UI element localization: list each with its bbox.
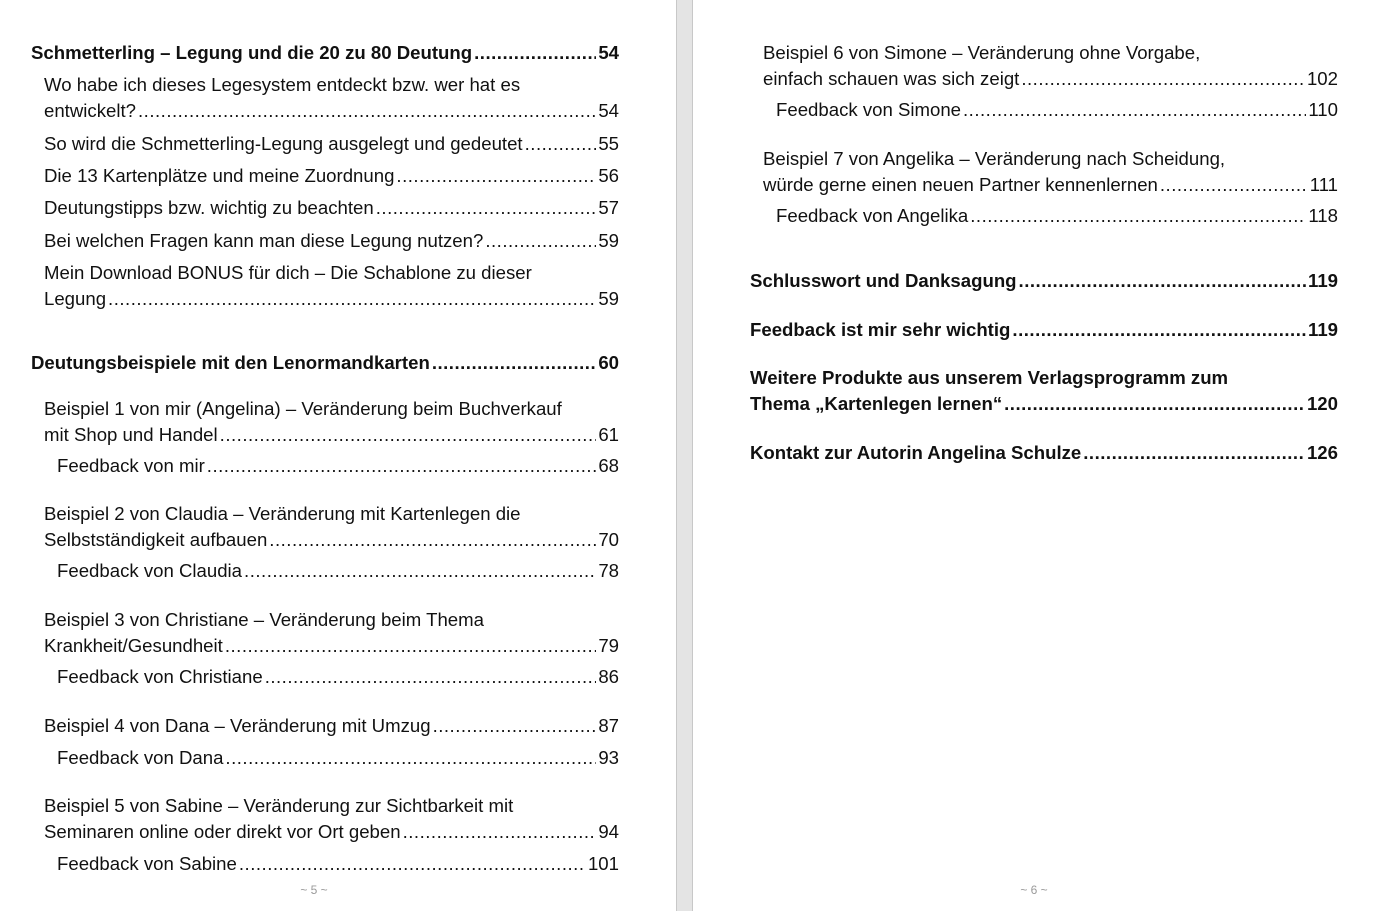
toc-entry-beispiel-5[interactable] xyxy=(44,793,619,845)
toc-heading-schlusswort[interactable] xyxy=(750,268,1338,294)
toc-page-number: 55 xyxy=(598,133,619,154)
toc-entry-auslegen[interactable] xyxy=(44,131,619,157)
toc-page-number: 78 xyxy=(598,560,619,581)
toc-entry-title-line2: Selbstständigkeit aufbauen xyxy=(44,529,268,550)
toc-page-number: 93 xyxy=(598,747,619,768)
toc-entry-feedback-angelika[interactable] xyxy=(776,203,1338,229)
toc-leader-dots xyxy=(1021,66,1305,92)
toc-entry-title-line1: Beispiel 5 von Sabine – Veränderung zur Sichtbarkeit mit xyxy=(44,795,514,816)
toc-page-number: 79 xyxy=(598,635,619,656)
toc-entry-kartenplaetze[interactable] xyxy=(44,163,619,189)
toc-leader-dots xyxy=(970,203,1306,229)
toc-entry-feedback-sabine[interactable] xyxy=(57,851,619,877)
page-number-footer: ~ 5 ~ xyxy=(300,883,328,897)
toc-page-number: 110 xyxy=(1308,99,1338,120)
toc-leader-dots xyxy=(239,851,586,877)
toc-entry-title-line2: Krankheit/Gesundheit xyxy=(44,635,223,656)
page-gutter xyxy=(676,0,693,911)
toc-entry-title-line2: Thema „Kartenlegen lernen“ xyxy=(750,393,1003,414)
toc-page-number: 126 xyxy=(1306,442,1338,463)
toc-leader-dots xyxy=(1012,317,1306,343)
toc-entry-legesystem[interactable] xyxy=(44,72,619,124)
toc-page-number: 120 xyxy=(1306,393,1338,414)
toc-entry-beispiel-2[interactable] xyxy=(44,501,619,553)
toc-page-number: 87 xyxy=(598,715,619,736)
toc-entry-title: Bei welchen Fragen kann man diese Legung nutzen? xyxy=(44,230,484,251)
toc-entry-feedback-dana[interactable] xyxy=(57,745,619,771)
toc-heading-kontakt[interactable] xyxy=(750,440,1338,466)
toc-entry-title-line2: Legung xyxy=(44,288,107,309)
toc-entry-feedback-claudia[interactable] xyxy=(57,558,619,584)
toc-entry-beispiel-4[interactable] xyxy=(44,713,619,739)
toc-entry-title: Die 13 Kartenplätze und meine Zuordnung xyxy=(44,165,395,186)
toc-entry-beispiel-6[interactable] xyxy=(763,40,1338,92)
toc-entry-title: Feedback von Claudia xyxy=(57,560,243,581)
toc-entry-beispiel-3[interactable] xyxy=(44,607,619,659)
toc-page-number: 56 xyxy=(598,165,619,186)
toc-leader-dots xyxy=(1019,268,1306,294)
toc-page-number: 102 xyxy=(1306,68,1338,89)
toc-entry-title-line1: Beispiel 3 von Christiane – Veränderung beim Thema xyxy=(44,609,484,630)
toc-page-number: 86 xyxy=(598,666,619,687)
toc-entry-title-line2: Seminaren online oder direkt vor Ort geben xyxy=(44,821,401,842)
toc-entry-title-line2: mit Shop und Handel xyxy=(44,424,218,445)
toc-entry-title: Feedback von Sabine xyxy=(57,853,237,874)
toc-entry-title-line1: Beispiel 7 von Angelika – Veränderung nach Scheidung, xyxy=(763,148,1226,169)
toc-page-number: 70 xyxy=(598,529,619,550)
toc-page-number: 119 xyxy=(1308,270,1338,291)
toc-leader-dots xyxy=(225,633,596,659)
toc-heading-deutungsbeispiele[interactable] xyxy=(31,350,619,376)
toc-leader-dots xyxy=(474,40,596,66)
toc-entry-feedback-christiane[interactable] xyxy=(57,664,619,690)
toc-leader-dots xyxy=(525,131,597,157)
toc-entry-title: Beispiel 4 von Dana – Veränderung mit Umzug xyxy=(44,715,431,736)
toc-leader-dots xyxy=(396,163,596,189)
toc-entry-title: Feedback von Simone xyxy=(776,99,962,120)
toc-entry-title-line1: Wo habe ich dieses Legesystem entdeckt bzw. wer hat es xyxy=(44,74,521,95)
toc-leader-dots xyxy=(1083,440,1305,466)
toc-page-number: 68 xyxy=(598,455,619,476)
toc-leader-dots xyxy=(963,97,1306,123)
toc-entry-title-line2: würde gerne einen neuen Partner kennenlernen xyxy=(763,174,1158,195)
toc-entry-title-line1: Beispiel 2 von Claudia – Veränderung mit Kartenlegen die xyxy=(44,503,521,524)
left-page xyxy=(0,0,676,911)
toc-entry-title: Feedback von Angelika xyxy=(776,205,969,226)
toc-entry-fragen[interactable] xyxy=(44,228,619,254)
toc-page-number: 54 xyxy=(598,100,619,121)
toc-page-number: 60 xyxy=(598,352,619,373)
toc-leader-dots xyxy=(432,350,597,376)
toc-entry-title-line1: Weitere Produkte aus unserem Verlagsprogramm zum xyxy=(750,367,1229,388)
toc-entry-title: Kontakt zur Autorin Angelina Schulze xyxy=(750,442,1082,463)
toc-entry-feedback-simone[interactable] xyxy=(776,97,1338,123)
page-number-footer: ~ 6 ~ xyxy=(1020,883,1048,897)
toc-leader-dots xyxy=(269,527,596,553)
toc-leader-dots xyxy=(220,422,597,448)
toc-entry-beispiel-7[interactable] xyxy=(763,146,1338,198)
toc-entry-title: Feedback von Christiane xyxy=(57,666,263,687)
toc-entry-title: Schlusswort und Danksagung xyxy=(750,270,1017,291)
toc-leader-dots xyxy=(1004,391,1305,417)
toc-entry-title-line1: Beispiel 6 von Simone – Veränderung ohne Vorgabe, xyxy=(763,42,1201,63)
right-page xyxy=(693,0,1378,911)
toc-entry-feedback-mir[interactable] xyxy=(57,453,619,479)
toc-page-number: 61 xyxy=(598,424,619,445)
toc-entry-title-line2: einfach schauen was sich zeigt xyxy=(763,68,1020,89)
toc-entry-title: So wird die Schmetterling-Legung ausgelegt und gedeutet xyxy=(44,133,523,154)
toc-entry-title-line1: Beispiel 1 von mir (Angelina) – Veränderung beim Buchverkauf xyxy=(44,398,562,419)
toc-leader-dots xyxy=(376,195,597,221)
toc-leader-dots xyxy=(108,286,596,312)
toc-page-number: 59 xyxy=(598,230,619,251)
toc-leader-dots xyxy=(1160,172,1308,198)
toc-leader-dots xyxy=(265,664,597,690)
toc-leader-dots xyxy=(207,453,597,479)
toc-heading-feedback[interactable] xyxy=(750,317,1338,343)
toc-leader-dots xyxy=(485,228,596,254)
toc-leader-dots xyxy=(225,745,596,771)
toc-entry-title: Deutungstipps bzw. wichtig zu beachten xyxy=(44,197,374,218)
toc-page-number: 57 xyxy=(598,197,619,218)
toc-heading-weitere-produkte[interactable] xyxy=(750,365,1338,417)
toc-entry-title: Feedback von Dana xyxy=(57,747,224,768)
toc-entry-beispiel-1[interactable] xyxy=(44,396,619,448)
toc-leader-dots xyxy=(433,713,597,739)
toc-page-number: 59 xyxy=(598,288,619,309)
toc-page-number: 101 xyxy=(587,853,619,874)
toc-entry-title-line1: Mein Download BONUS für dich – Die Schablone zu dieser xyxy=(44,262,532,283)
toc-entry-title-line2: entwickelt? xyxy=(44,100,136,121)
toc-entry-title: Feedback ist mir sehr wichtig xyxy=(750,319,1011,340)
toc-leader-dots xyxy=(403,819,597,845)
toc-heading-schmetterling[interactable] xyxy=(31,40,619,66)
toc-page-number: 111 xyxy=(1309,174,1338,195)
toc-entry-title: Deutungsbeispiele mit den Lenormandkarten xyxy=(31,352,430,373)
toc-entry-bonus[interactable] xyxy=(44,260,619,312)
toc-entry-title: Feedback von mir xyxy=(57,455,205,476)
toc-entry-title: Schmetterling – Legung und die 20 zu 80 Deutung xyxy=(31,42,473,63)
toc-page-number: 119 xyxy=(1308,319,1338,340)
toc-page-number: 118 xyxy=(1308,205,1338,226)
toc-leader-dots xyxy=(138,98,596,124)
toc-entry-deutungstipps[interactable] xyxy=(44,195,619,221)
toc-leader-dots xyxy=(244,558,596,584)
toc-page-number: 94 xyxy=(598,821,619,842)
toc-page-number: 54 xyxy=(598,42,619,63)
